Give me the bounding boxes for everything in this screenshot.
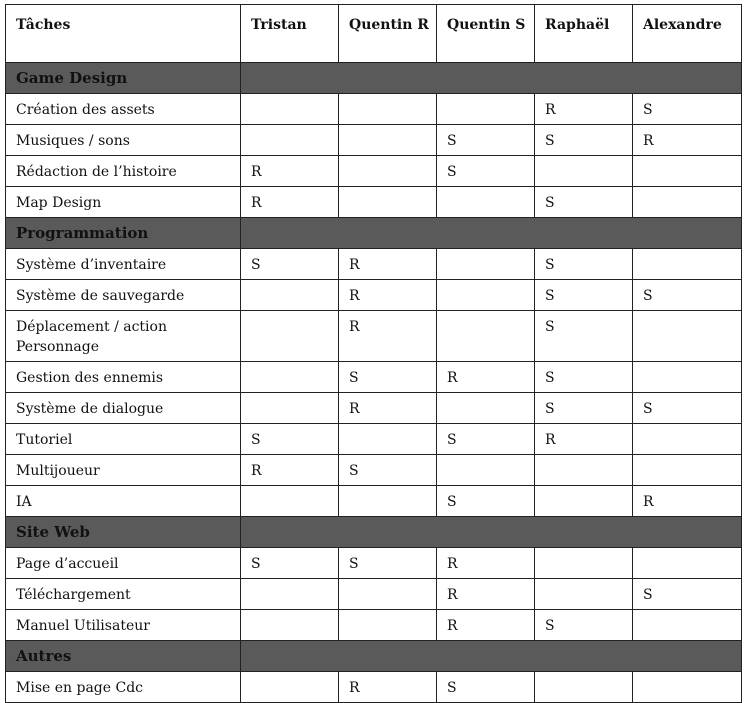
role-cell: R [241,187,339,218]
section-fill [241,517,742,548]
task-cell: Système d’inventaire [6,249,241,280]
section-fill [241,218,742,249]
role-cell [437,94,535,125]
role-cell [535,486,633,517]
role-cell [437,280,535,311]
role-cell: S [535,393,633,424]
role-cell: R [633,486,742,517]
role-cell [633,548,742,579]
table-row [6,579,742,610]
role-cell [633,311,742,362]
role-cell: S [535,362,633,393]
role-cell: S [241,249,339,280]
table-row [6,610,742,641]
role-cell: R [339,249,437,280]
role-cell [339,424,437,455]
role-cell: S [535,187,633,218]
role-cell: S [535,610,633,641]
role-cell [633,610,742,641]
role-cell: R [437,610,535,641]
role-cell: S [633,94,742,125]
header-raphael: Raphaël [535,5,633,63]
role-cell: R [339,311,437,362]
role-cell [241,125,339,156]
task-cell: IA [6,486,241,517]
role-cell: S [339,362,437,393]
header-row [6,5,742,63]
table-row [6,393,742,424]
task-cell: Multijoueur [6,455,241,486]
role-cell: R [339,393,437,424]
role-cell [241,486,339,517]
header-quentin-s: Quentin S [437,5,535,63]
role-cell [241,579,339,610]
task-cell: Musiques / sons [6,125,241,156]
role-cell [437,455,535,486]
role-cell [633,187,742,218]
section-title: Site Web [6,517,241,548]
table-row [6,548,742,579]
role-cell [437,311,535,362]
role-cell: S [535,311,633,362]
role-cell [633,362,742,393]
header-alexandre: Alexandre [633,5,742,63]
section-row [6,517,742,548]
role-cell: S [535,280,633,311]
task-cell: Système de dialogue [6,393,241,424]
role-cell [633,672,742,703]
role-cell [241,362,339,393]
role-cell: R [437,579,535,610]
section-row [6,218,742,249]
table-row [6,125,742,156]
role-cell [241,610,339,641]
role-cell: S [535,249,633,280]
role-cell: S [437,156,535,187]
table-row [6,94,742,125]
header-tristan: Tristan [241,5,339,63]
role-cell [633,455,742,486]
header-tasks: Tâches [6,5,241,63]
task-cell: Rédaction de l’histoire [6,156,241,187]
responsibility-table [5,4,742,703]
task-cell: Tutoriel [6,424,241,455]
role-cell [633,249,742,280]
role-cell: R [437,548,535,579]
role-cell: R [633,125,742,156]
role-cell: S [437,672,535,703]
role-cell [339,94,437,125]
role-cell [437,249,535,280]
role-cell: R [535,424,633,455]
section-row [6,641,742,672]
role-cell: S [241,548,339,579]
table-row [6,455,742,486]
role-cell [437,393,535,424]
role-cell: S [437,424,535,455]
role-cell [339,156,437,187]
role-cell: S [535,125,633,156]
table-row [6,424,742,455]
role-cell: S [437,125,535,156]
role-cell [535,455,633,486]
role-cell [535,579,633,610]
role-cell [535,548,633,579]
role-cell [339,579,437,610]
role-cell: R [241,455,339,486]
table-row [6,486,742,517]
role-cell: R [241,156,339,187]
section-title: Game Design [6,63,241,94]
role-cell [339,486,437,517]
section-fill [241,63,742,94]
role-cell [339,187,437,218]
section-title: Autres [6,641,241,672]
table-row [6,249,742,280]
task-cell: Création des assets [6,94,241,125]
task-cell: Téléchargement [6,579,241,610]
role-cell: S [339,548,437,579]
table-row [6,187,742,218]
task-cell: Déplacement / action Personnage [6,311,241,362]
role-cell: S [633,579,742,610]
table-row [6,362,742,393]
role-cell [241,672,339,703]
role-cell [241,311,339,362]
task-cell: Manuel Utilisateur [6,610,241,641]
role-cell [437,187,535,218]
task-cell: Page d’accueil [6,548,241,579]
role-cell [241,94,339,125]
role-cell: R [535,94,633,125]
section-row [6,63,742,94]
role-cell: S [437,486,535,517]
role-cell: S [633,393,742,424]
role-cell [535,156,633,187]
role-cell: R [339,672,437,703]
role-cell [633,156,742,187]
table-row [6,280,742,311]
role-cell: S [241,424,339,455]
role-cell [535,672,633,703]
task-cell: Mise en page Cdc [6,672,241,703]
table-row [6,311,742,362]
role-cell [241,393,339,424]
task-cell: Map Design [6,187,241,218]
table-row [6,672,742,703]
section-fill [241,641,742,672]
role-cell: S [339,455,437,486]
role-cell [339,125,437,156]
role-cell: R [437,362,535,393]
task-cell: Système de sauvegarde [6,280,241,311]
role-cell: S [633,280,742,311]
role-cell [633,424,742,455]
table-row [6,156,742,187]
header-quentin-r: Quentin R [339,5,437,63]
table-body [6,63,742,703]
role-cell [339,610,437,641]
section-title: Programmation [6,218,241,249]
role-cell: R [339,280,437,311]
role-cell [241,280,339,311]
task-cell: Gestion des ennemis [6,362,241,393]
